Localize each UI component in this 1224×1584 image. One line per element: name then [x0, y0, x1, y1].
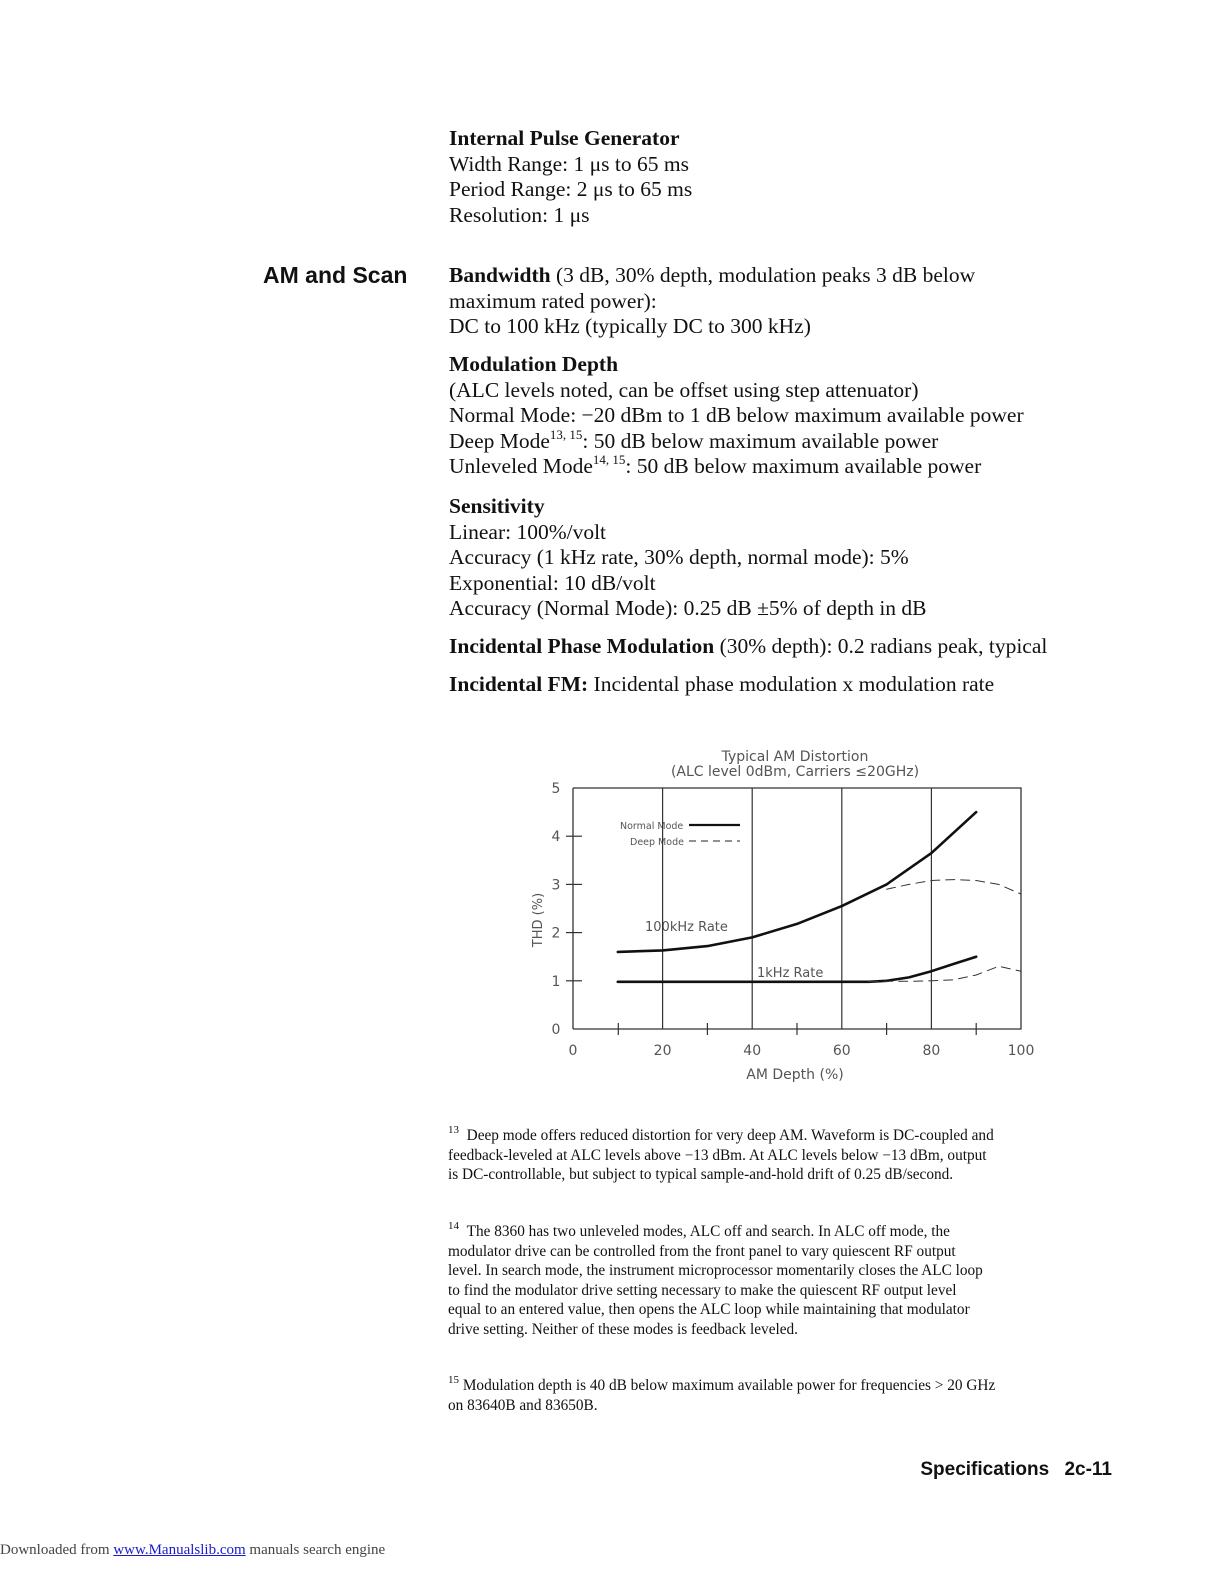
x-tick-label: 0: [568, 1043, 578, 1059]
bandwidth-label: Bandwidth: [449, 263, 551, 287]
bandwidth-line-1: Bandwidth (3 dB, 30% depth, modulation peaks 3 dB below: [449, 263, 976, 287]
y-tick-label: 5: [551, 781, 561, 797]
footnote-13-number: 13: [448, 1123, 459, 1136]
y-tick-label: 0: [551, 1022, 561, 1038]
chart-subtitle: (ALC level 0dBm, Carriers ≤20GHz): [670, 764, 920, 780]
pulse-heading: Internal Pulse Generator: [449, 126, 680, 150]
incidental-pm-label: Incidental Phase Modulation: [449, 634, 715, 658]
page-footer: [920, 1459, 1112, 1481]
manualslib-link[interactable]: www.Manualslib.com: [113, 1542, 246, 1558]
footer-section: Specifications: [920, 1459, 1050, 1480]
pulse-period-range: Period Range: 2 μs to 65 ms: [449, 177, 693, 202]
y-tick-label: 1: [551, 973, 561, 990]
legend-normal-mode: Normal Mode: [620, 821, 684, 832]
x-tick-label: 20: [653, 1043, 672, 1059]
unleveled-mode-line: Unleveled Mode$^{14, 15}$: 50 dB below maximum available power: [449, 452, 982, 479]
x-tick-label: 80: [922, 1043, 941, 1059]
sensitivity-linear-accuracy: Accuracy (1 kHz rate, 30% depth, normal mode): 5%: [449, 545, 909, 570]
y-tick-label: 2: [551, 925, 561, 942]
modulation-depth-heading: Modulation Depth: [449, 352, 619, 376]
footnote-14: $^{14}$ The 8360 has two unleveled modes, ALC off and search. In ALC off mode, the modulator drive can be controlled from the front panel to vary quiescent RF output level. In search mode, the instrument microprocessor momentarily closes the ALC loop to find the modulator drive setting necessary to make the quiescent RF output level equal to an entered value, then opens the ALC loop while maintaining that modulator drive setting. Neither of these modes is feedback leveled.: [448, 1219, 983, 1338]
sensitivity-exp-accuracy: Accuracy (Normal Mode): 0.25 dB ±5% of depth in dB: [449, 596, 927, 621]
annotation-1khz-rate: 1kHz Rate: [757, 966, 824, 981]
sensitivity-linear: Linear: 100%/volt: [449, 519, 607, 544]
normal-mode-line: Normal Mode: −20 dBm to 1 dB below maximum available power: [449, 403, 1024, 428]
y-tick-label: 4: [551, 829, 561, 846]
chart-ylabel: THD (%): [531, 892, 546, 948]
incidental-fm-label: Incidental FM:: [449, 672, 589, 696]
sensitivity-heading: Sensitivity: [449, 494, 545, 518]
incidental-fm-block: Incidental FM: Incidental phase modulation x modulation rate: [449, 672, 995, 696]
pulse-resolution: Resolution: 1 μs: [449, 202, 590, 227]
unleveled-mode-footnote-ref: 14, 15: [592, 452, 626, 468]
annotation-100khz-rate: 100kHz Rate: [645, 920, 728, 935]
deep-mode-footnote-ref: 13, 15: [549, 426, 583, 442]
bandwidth-line-3: DC to 100 kHz (typically DC to 300 kHz): [449, 314, 811, 339]
legend-deep-mode: Deep Mode: [630, 837, 684, 848]
page-number: 2c-11: [1064, 1459, 1112, 1480]
pulse-width-range: Width Range: 1 μs to 65 ms: [449, 151, 689, 176]
y-tick-label: 3: [551, 877, 561, 894]
series-line-deep-mode-1: [887, 880, 1021, 894]
deep-mode-line: Deep Mode$^{13, 15}$: 50 dB below maximum available power: [449, 426, 939, 453]
incidental-pm-block: Incidental Phase Modulation (30% depth): 0.2 radians peak, typical: [449, 634, 1048, 658]
sensitivity-exponential: Exponential: 10 dB/volt: [449, 570, 656, 595]
bandwidth-line-2: maximum rated power):: [449, 288, 657, 313]
chart-title: Typical AM Distortion: [721, 749, 869, 765]
footnote-15-number: 15: [448, 1373, 459, 1386]
footnote-15: $^{15}$ Modulation depth is 40 dB below maximum available power for frequencies > 20 GHz on 83640B and 83650B.: [448, 1373, 996, 1414]
footnote-14-number: 14: [448, 1219, 459, 1232]
x-tick-label: 60: [832, 1043, 851, 1059]
x-tick-label: 100: [1007, 1043, 1035, 1059]
download-notice: Downloaded from www.Manualslib.com manuals search engine: [0, 1542, 386, 1558]
footnote-13: $^{13}$ Deep mode offers reduced distortion for very deep AM. Waveform is DC-coupled and feedback-leveled at ALC levels above −13 dBm. At ALC levels below −13 dBm, output is DC-controllable, but subject to typical sample-and-hold drift of 0.25 dB/second.: [448, 1123, 994, 1184]
x-tick-label: 40: [743, 1043, 762, 1059]
modulation-depth-note: (ALC levels noted, can be offset using step attenuator): [449, 377, 919, 402]
chart-xlabel: AM Depth (%): [746, 1067, 844, 1083]
section-title: AM and Scan: [263, 262, 408, 288]
